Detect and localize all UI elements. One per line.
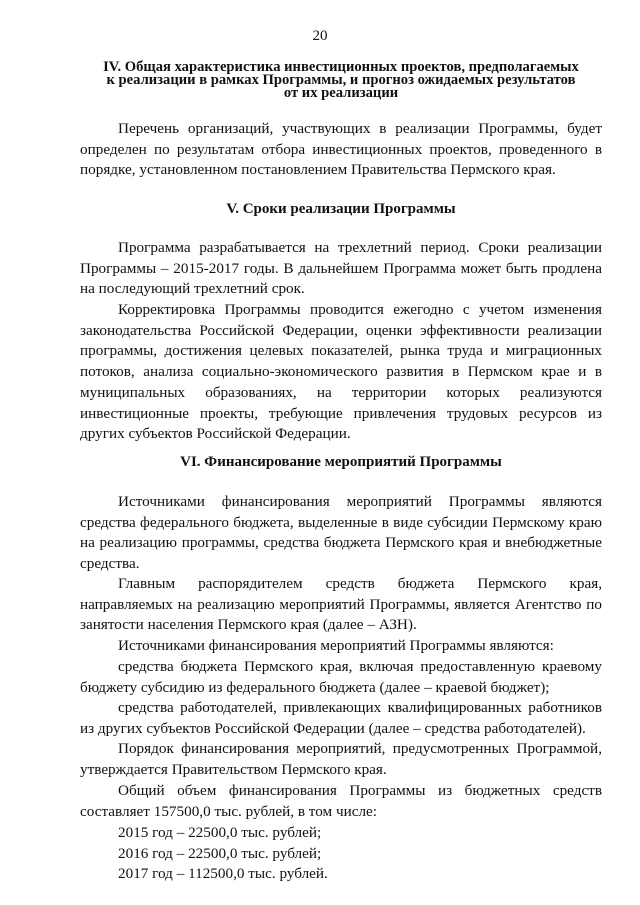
section-4-heading-line-2: к реализации в рамках Программы, и прогноз ожидаемых результатов	[106, 72, 576, 88]
section-6-paragraph-7: Общий объем финансирования Программы из бюджетных средств составляет 157500,0 тыс. рублей, в том числе:	[80, 782, 602, 820]
section-4-heading	[80, 61, 602, 100]
section-4-heading-line-3: от их реализации	[283, 85, 399, 101]
section-6-paragraph-5: средства работодателей, привлекающих квалифицированных работников из других субъектов Российской Федерации (далее – средства работодателей).	[80, 699, 602, 737]
funding-2015: 2015 год – 22500,0 тыс. рублей;	[118, 824, 322, 841]
section-6-paragraph-6: Порядок финансирования мероприятий, предусмотренных Программой, утверждается Правительством Пермского края.	[80, 740, 602, 778]
section-6-paragraph-4: средства бюджета Пермского края, включая предоставленную краевому бюджету субсидию из федерального бюджета (далее – краевой бюджет);	[80, 658, 602, 696]
section-5-paragraph-2: Корректировка Программы проводится ежегодно с учетом изменения законодательства Российской Федерации, оценки эффективности реализации программы, достижения целевых показателей, рынка труда и миграционных потоков, анализа социально-экономического развития в Пермском крае и в муниципальных образованиях, на территории которых реализуются инвестиционные проекты, требующие привлечения трудовых ресурсов из других субъектов Российской Федерации.	[80, 301, 602, 443]
funding-2017: 2017 год – 112500,0 тыс. рублей.	[118, 865, 328, 882]
section-6-heading: VI. Финансирование мероприятий Программы	[180, 454, 502, 470]
section-4-heading-line-1: IV. Общая характеристика инвестиционных проектов, предполагаемых	[103, 59, 579, 75]
section-6-paragraph-1: Источниками финансирования мероприятий Программы являются средства федерального бюджета, выделенные в виде субсидии Пермскому краю на реализацию программы, средства бюджета Пермского края и внебюджетные средства.	[80, 493, 602, 573]
page-number: 20	[312, 28, 328, 44]
section-5-heading: V. Сроки реализации Программы	[226, 201, 456, 217]
section-6-paragraph-2: Главным распорядителем средств бюджета Пермского края, направляемых на реализацию мероприятий Программы, является Агентство по занятости населения Пермского края (далее – АЗН).	[80, 575, 602, 634]
section-6-paragraph-3: Источниками финансирования мероприятий Программы являются:	[118, 637, 554, 654]
section-5-paragraph-1: Программа разрабатывается на трехлетний период. Сроки реализации Программы – 2015-2017 годы. В дальнейшем Программа может быть продлена на последующий трехлетний срок.	[80, 239, 602, 298]
funding-2016: 2016 год – 22500,0 тыс. рублей;	[118, 845, 322, 862]
section-4-paragraph-1: Перечень организаций, участвующих в реализации Программы, будет определен по результатам отбора инвестиционных проектов, проведенного в порядке, установленном постановлением Правительства Пермского края.	[80, 120, 602, 179]
